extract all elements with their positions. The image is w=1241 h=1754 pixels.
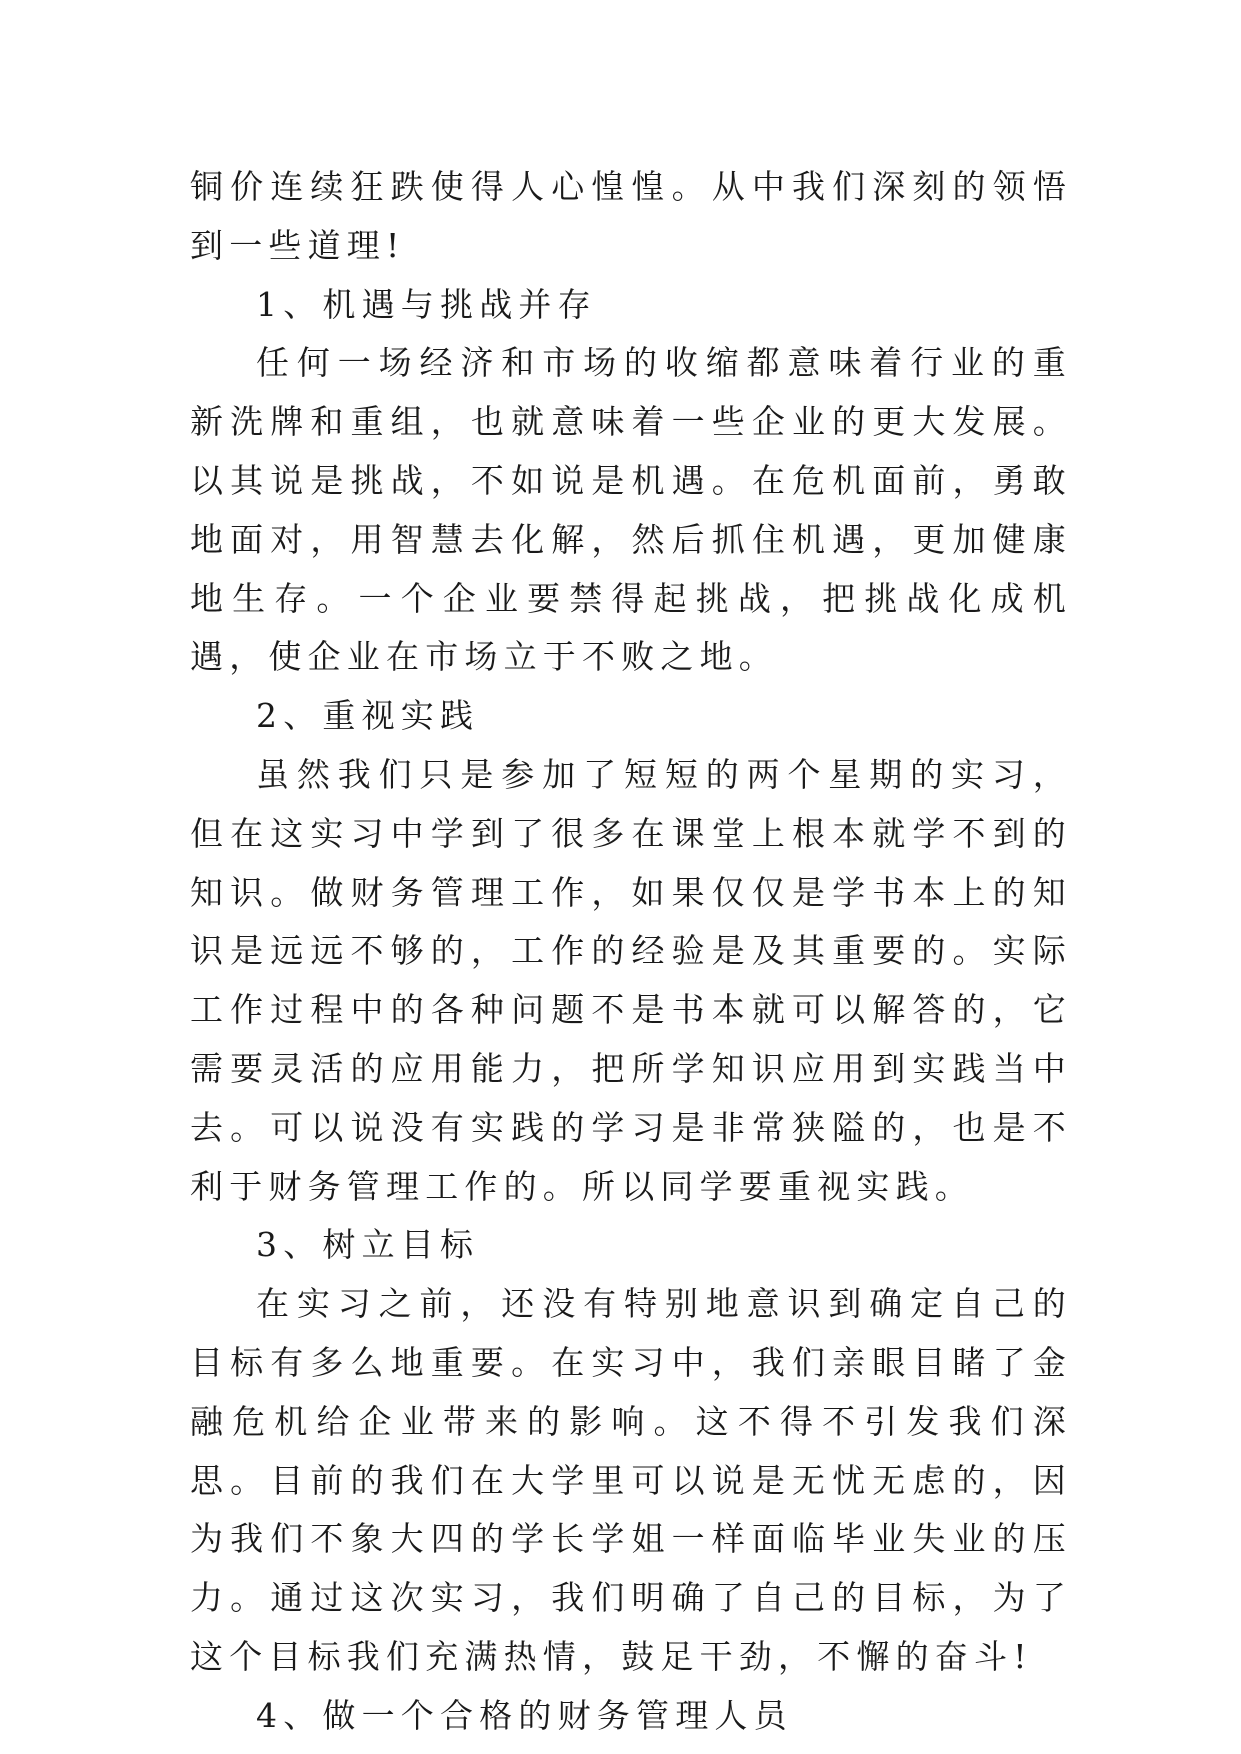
section-heading-4: 4、做一个合格的财务管理人员 — [256, 1695, 793, 1735]
section-heading-2: 2、重视实践 — [256, 696, 480, 736]
paragraph-opportunity: 任何一场经济和市场的收缩都意味着行业的重新洗牌和重组，也就意味着一些企业的更大发展。以其说是挑战，不如说是机遇。在危机面前，勇敢地面对，用智慧去化解，然后抓住机遇，更加健康地生存。一个企业要禁得起挑战，把挑战化成机遇，使企业在市场立于不败之地。 — [190, 343, 1072, 677]
document-body — [190, 158, 1072, 1746]
paragraph-continuation: 铜价连续狂跌使得人心惶惶。从中我们深刻的领悟到一些道理! — [190, 167, 1072, 265]
section-heading-3: 3、树立目标 — [256, 1225, 480, 1265]
paragraph-goals: 在实习之前，还没有特别地意识到确定自己的目标有多么地重要。在实习中，我们亲眼目睹了金融危机给企业带来的影响。这不得不引发我们深思。目前的我们在大学里可以说是无忧无虑的，因为我们不象大四的学长学姐一样面临毕业失业的压力。通过这次实习，我们明确了自己的目标，为了这个目标我们充满热情，鼓足干劲，不懈的奋斗! — [190, 1284, 1072, 1676]
paragraph-practice: 虽然我们只是参加了短短的两个星期的实习，但在这实习中学到了很多在课堂上根本就学不到的知识。做财务管理工作，如果仅仅是学书本上的知识是远远不够的，工作的经验是及其重要的。实际工作过程中的各种问题不是书本就可以解答的，它需要灵活的应用能力，把所学知识应用到实践当中去。可以说没有实践的学习是非常狭隘的，也是不利于财务管理工作的。所以同学要重视实践。 — [190, 754, 1072, 1206]
section-heading-1: 1、机遇与挑战并存 — [256, 284, 597, 324]
